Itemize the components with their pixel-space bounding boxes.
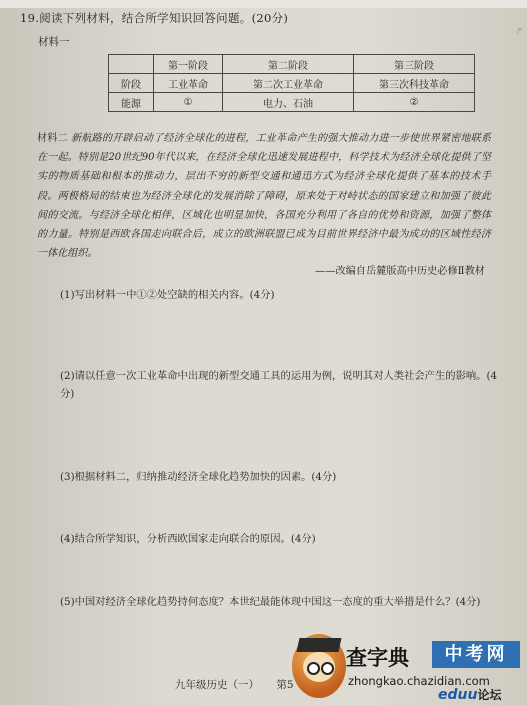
table-cell: [109, 55, 154, 74]
footer-subject: 九年级历史（一）: [175, 679, 259, 691]
table-cell: 电力、石油: [223, 93, 354, 112]
eduu-text: eduu: [438, 687, 478, 703]
table-cell: 第二次工业革命: [223, 74, 354, 93]
watermark-brand: 查字典: [346, 646, 409, 670]
question-title: 19.阅读下列材料，结合所学知识回答问题。(20分): [20, 11, 289, 25]
watermark-url: zhongkao.chazidian.com: [348, 674, 490, 688]
table-row: [109, 74, 475, 93]
question-4: (4)结合所学知识，分析西欧国家走向联合的原因。(4分): [60, 533, 316, 545]
table-cell: 阶段: [109, 74, 154, 93]
material2-label: 材料二: [37, 133, 68, 144]
table-row: [109, 93, 475, 112]
footer-page: 第5: [276, 679, 294, 691]
paper-top-edge: [0, 0, 527, 8]
question-1: (1)写出材料一中①②处空缺的相关内容。(4分): [60, 289, 275, 301]
watermark-logo: [292, 634, 527, 705]
material2-paragraph: [37, 129, 491, 263]
table-cell: 第二阶段: [223, 55, 354, 74]
table-cell: 第三次科技革命: [354, 74, 475, 93]
table-cell: 工业革命: [154, 74, 223, 93]
table-cell: 第一阶段: [154, 55, 223, 74]
watermark-brand-box: 中考网: [432, 641, 520, 668]
material2-source: ——改编自岳麓版高中历史必修Ⅱ教材: [315, 266, 485, 277]
mascot-eye: [321, 662, 334, 675]
material2-text: 新航路的开辟启动了经济全球化的进程，工业革命产生的强大推动力进一步使世界紧密地联系在一起。特别是20世纪90年代以来，在经济全球化迅速发展进程中，科学技术为经济全球化提供了坚实的物质基础和根本的推动力，层出不穷的新型交通和通迅方式为经济全球化提供了基本的技术手段。两极格局的结束也为经济全球化的发展消除了障碍，原来处于对峙状态的国家建立和加强了彼此间的交流。与经济全球化相伴，区域化也明显加快，各国充分利用了各自的优势和资源，加强了整体的力量。特别是西欧各国走向联合后，成立的欧洲联盟已成为目前世界经济中最为成功的区域性经济一体化组织。: [37, 133, 492, 260]
material1-table: [108, 54, 475, 112]
table-cell: 第三阶段: [354, 55, 475, 74]
corner-mark: ㄕ: [515, 26, 524, 34]
table-header-row: [109, 55, 475, 74]
mascot-icon: [292, 634, 346, 698]
question-5: (5)中国对经济全球化趋势持何态度？本世纪最能体现中国这一态度的重大举措是什么？(4分): [60, 596, 481, 608]
question-2: (2)请以任意一次工业革命中出现的新型交通工具的运用为例，说明其对人类社会产生的影响。(4分): [60, 370, 498, 400]
watermark-eduu: [438, 686, 501, 703]
table-cell: 能源: [109, 93, 154, 112]
page-footer: [175, 677, 308, 692]
question-3: (3)根据材料二，归纳推动经济全球化趋势加快的因素。(4分): [60, 471, 337, 483]
mascot-eye: [307, 662, 320, 675]
eduu-suffix: 论坛: [477, 688, 502, 702]
table-cell: ②: [354, 93, 475, 112]
material1-label: 材料一: [38, 36, 70, 48]
mascot-cap: [297, 638, 342, 652]
table-cell: ①: [154, 93, 223, 112]
